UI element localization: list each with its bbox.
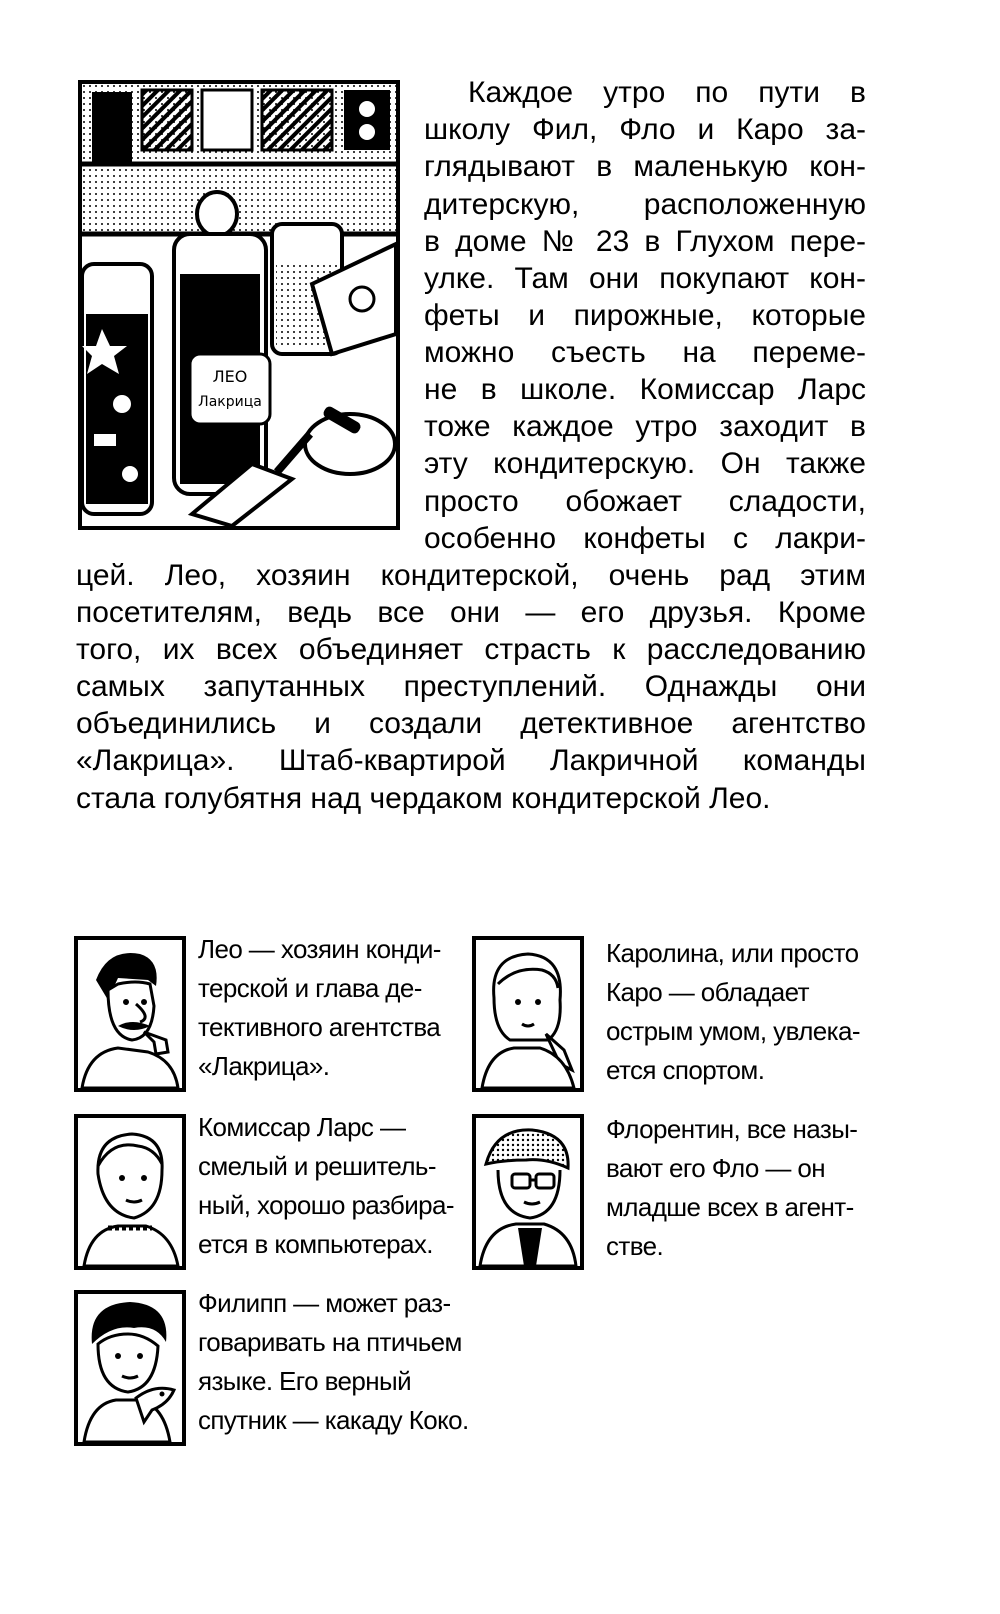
caption-line: языке. Его верный: [198, 1366, 412, 1396]
caption-line: говаривать на птичьем: [198, 1327, 462, 1357]
intro-line: того, их всех объединяет страсть к расследованию: [76, 633, 866, 666]
intro-line: эту кондитерскую. Он также: [424, 447, 866, 480]
caption-line: Флорентин, все назы-: [606, 1114, 858, 1144]
caption-line: стве.: [606, 1231, 664, 1261]
caption-line: спутник — какаду Коко.: [198, 1405, 469, 1435]
flo-portrait: [472, 1114, 584, 1270]
caption-line: смелый и решитель-: [198, 1151, 436, 1181]
leo-caption: [198, 930, 441, 1086]
caro-portrait: [472, 936, 584, 1092]
lars-caption: [198, 1108, 454, 1264]
intro-line: объединились и создали детективное агентство: [76, 707, 866, 740]
intro-line: школу Фил, Фло и Каро за-: [424, 113, 866, 146]
caption-line: вают его Фло — он: [606, 1153, 825, 1183]
candy-shop-illustration: [78, 80, 400, 530]
intro-line: улке. Там они покупают кон-: [424, 262, 866, 295]
intro-line: тоже каждое утро заходит в: [424, 410, 866, 443]
intro-line: просто обожает сладости,: [424, 485, 866, 518]
intro-line: глядывают в маленькую кон-: [424, 150, 866, 183]
caption-line: терской и глава де-: [198, 973, 422, 1003]
phil-portrait: [74, 1290, 186, 1446]
intro-line: дитерскую, расположенную: [424, 188, 866, 221]
intro-line: «Лакрица». Штаб-квартирой Лакричной команды: [76, 744, 866, 777]
intro-line: можно съесть на переме-: [424, 336, 866, 369]
caption-line: Каролина, или просто: [606, 938, 859, 968]
leo-portrait: [74, 936, 186, 1092]
caro-caption: [606, 934, 860, 1090]
intro-line: посетителям, ведь все они — его друзья. Кроме: [76, 596, 866, 629]
caption-line: младше всех в агент-: [606, 1192, 854, 1222]
intro-line: феты и пирожные, которые: [424, 299, 866, 332]
jar-label-line2: Лакрица: [198, 394, 262, 410]
caption-line: Каро — обладает: [606, 977, 809, 1007]
intro-line: цей. Лео, хозяин кондитерской, очень рад этим: [76, 559, 866, 592]
phil-caption: [198, 1284, 469, 1440]
jar-label-line1: ЛЕО: [212, 367, 248, 386]
intro-line: стала голубятня над чердаком кондитерской Лео.: [76, 782, 771, 815]
caption-line: Лео — хозяин конди-: [198, 934, 441, 964]
intro-line: Каждое утро по пути в: [468, 76, 866, 109]
caption-line: Филипп — может раз-: [198, 1288, 451, 1318]
caption-line: «Лакрица».: [198, 1051, 330, 1081]
caption-line: ется спортом.: [606, 1055, 765, 1085]
caption-line: ный, хорошо разбира-: [198, 1190, 454, 1220]
flo-caption: [606, 1110, 857, 1266]
caption-line: Комиссар Ларс —: [198, 1112, 406, 1142]
intro-line: не в школе. Комиссар Ларс: [424, 373, 866, 406]
caption-line: ется в компьютерах.: [198, 1229, 433, 1259]
intro-line: особенно конфеты с лакри-: [424, 522, 866, 555]
caption-line: острым умом, увлека-: [606, 1016, 860, 1046]
lars-portrait: [74, 1114, 186, 1270]
intro-line: самых запутанных преступлений. Однажды они: [76, 670, 866, 703]
intro-line: в доме № 23 в Глухом пере-: [424, 225, 866, 258]
caption-line: тективного агентства: [198, 1012, 441, 1042]
